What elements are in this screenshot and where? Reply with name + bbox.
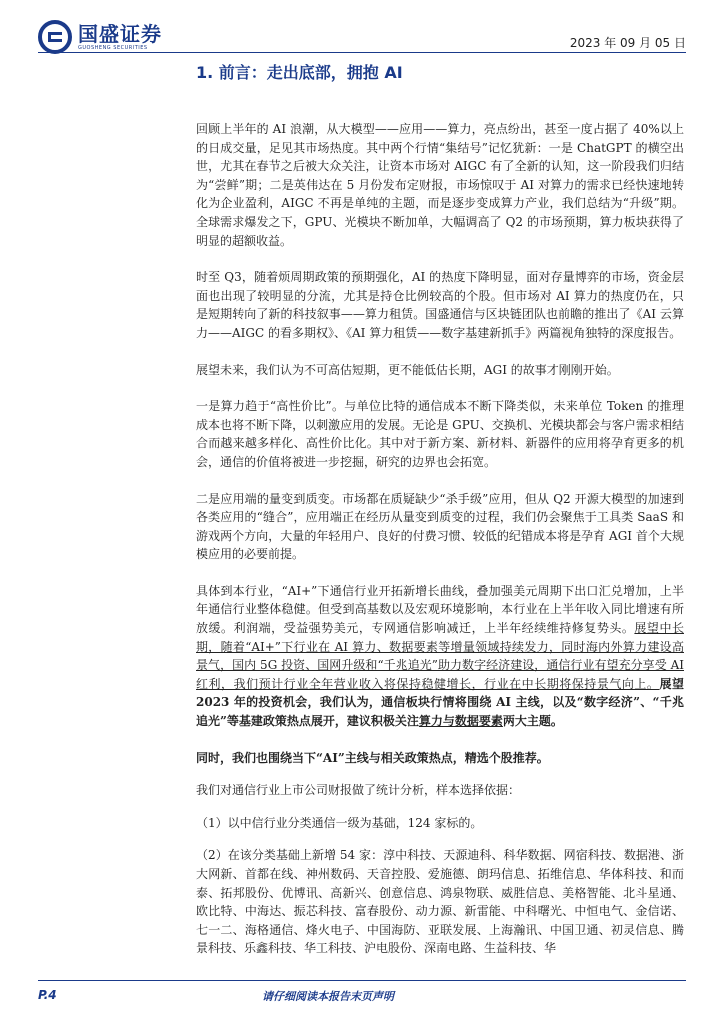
company-logo	[38, 20, 162, 54]
paragraph-stock-picks: 同时，我们也围绕当下“AI”主线与相关政策热点，精选个股推荐。	[196, 750, 549, 765]
paragraph-compute: 一是算力趋于“高性价比”。与单位比特的通信成本不断下降类似，未来单位 Token 的推理成本也将不断下降，以刺激应用的发展。无论是 GPU、交换机、光模块都会与客户需求相结合而越来越多样化、高性价比化。其中对于新方案、新材料、新器件的应用将孕育更多的机会，通信的价值将被进一步挖掘，研究的边界也会拓宽。	[196, 399, 684, 469]
paragraph-sample-2: （2）在该分类基础上新增 54 家：淳中科技、天源迪科、科华数据、网宿科技、数据港、浙大网新、首都在线、神州数码、天音控股、爱施德、朗玛信息、拓维信息、华体科技、和而泰、拓邦股份、优博讯、高新兴、创意信息、鸿泉物联、威胜信息、美格智能、北斗星通、欧比特、中海达、振芯科技、富春股份、动力源、新雷能、中科曙光、中恒电气、金信诺、七一二、海格通信、烽火电子、中国海防、亚联发展、上海瀚讯、中国卫通、初灵信息、腾景科技、乐鑫科技、华工科技、沪电股份、深南电路、生益科技、华	[196, 848, 684, 956]
paragraph-sample-1: （1）以中信行业分类通信一级为基础，124 家标的。	[196, 815, 483, 830]
logo-text-cn: 国盛证券	[78, 22, 162, 46]
footer-divider	[38, 980, 686, 981]
report-body	[196, 62, 684, 958]
logo-text-en: GUOSHENG SECURITIES	[78, 45, 148, 51]
industry-text: 具体到本行业，“AI+”下通信行业开拓新增长曲线，叠加强美元周期下出口汇兑增加，上半年通信行业整体稳健。但受到高基数以及宏观环境影响，本行业在上半年收入同比增速有所放缓。利润端，受益强势美元，专网通信影响减迁，上半年经续维持修复势头。	[196, 583, 684, 636]
investment-theme-highlight: 算力与数据要素	[418, 714, 503, 729]
logo-icon	[38, 20, 72, 54]
header-divider	[38, 52, 686, 53]
investment-view-end: 两大主题。	[502, 714, 563, 729]
industry-outlook-underlined: 展望中长期，随着“AI+”下行业在 AI 算力、数据要素等增量领域持续发力，同时海内外算力建设高景气，国内 5G 投资、国网升级和“千兆追光”助力数字经济建设，通信行业有望充分享受 AI 红利，我们预计行业全年营业收入将保持稳健增长，行业在中长期将保持景气向上。	[196, 621, 684, 691]
section-heading: 1. 前言：走出底部，拥抱 AI	[196, 63, 403, 82]
paragraph-application: 二是应用端的量变到质变。市场都在质疑缺少“杀手级”应用，但从 Q2 开源大模型的加速到各类应用的“缝合”，应用端正在经历从量变到质变的过程，我们仍会聚焦于工具类 SaaS 和游戏两个方向，大量的年轻用户、良好的付费习惯、较低的纪错成本将是孕育 AGI 首个大规模应用的必要前提。	[196, 491, 684, 562]
page-number: P.4	[38, 988, 57, 1002]
paragraph-sample-basis: 我们对通信行业上市公司财报做了统计分析，样本选择依据：	[196, 783, 521, 798]
paragraph-review: 回顾上半年的 AI 浪潮，从大模型——应用——算力，亮点纷出，甚至一度占据了 40%以上的日成交量，足见其市场热度。其中两个行情“集结号”记忆犹新：一是 ChatGPT 的横空出世，尤其在春节之后被大众关注，让资本市场对 AIGC 有了全新的认知，这一阶段我们归结为“尝鲜”期；二是英伟达在 5 月份发布定财报，市场惊叹于 AI 对算力的需求已经快速地转化为企业盈利，AIGC 不再是单纯的主题，而是逐步变成算力产业，我们总结为“升级”期。全球需求爆发之下，GPU、光模块不断加单，大幅调高了 Q2 的市场预期，算力板块获得了明显的超额收益。	[196, 122, 684, 248]
paragraph-industry	[196, 582, 684, 731]
investment-view: 展望 2023 年的投资机会，我们认为，通信板块行情将围绕 AI 主线，以及“数字经济”、“千兆追光”等基建政策热点展开，建议积极关注	[196, 676, 684, 729]
paragraph-q3: 时至 Q3，随着烦周期政策的预期强化，AI 的热度下降明显，面对存量博弈的市场，资金层面也出现了较明显的分流，尤其是持仓比例较高的个股。但市场对 AI 算力的热度仍在，只是短期转向了新的科技叙事——算力租赁。国盛通信与区块链团队也前瞻的推出了《AI 云算力——AIGC 的看多期权》、《AI 算力租赁——数字基建新抓手》两篇视角独特的深度报告。	[196, 270, 684, 340]
paragraph-outlook: 展望未来，我们认为不可高估短期，更不能低估长期，AGI 的故事才刚刚开始。	[196, 362, 619, 377]
report-date: 2023 年 09 月 05 日	[569, 36, 686, 50]
disclaimer-note: 请仔细阅读本报告末页声明	[262, 990, 394, 1003]
